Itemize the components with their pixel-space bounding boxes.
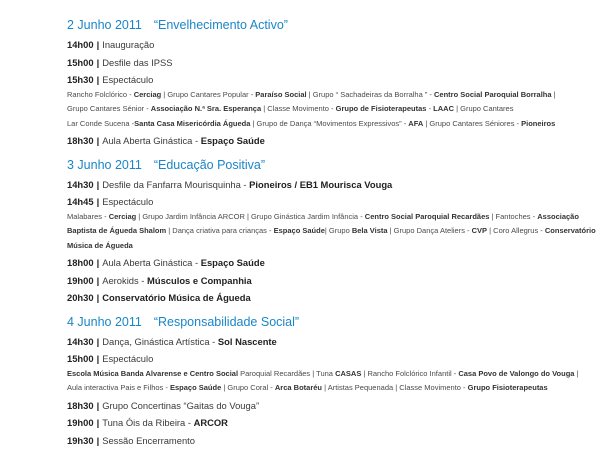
text-segment: Aula interactiva Pais e Filhos -	[67, 383, 170, 392]
organization-name: Escola Música Banda Alvarense e Centro Social	[67, 369, 238, 378]
organization-name: Pioneiros / EB1 Mourisca Vouga	[249, 179, 392, 190]
time-label: 14h30	[67, 336, 94, 347]
schedule-item	[67, 350, 592, 368]
schedule-item	[67, 71, 592, 89]
text-segment: | Classe Movimento -	[261, 104, 335, 113]
text-segment: | Fantoches -	[489, 212, 537, 221]
schedule-item	[67, 333, 592, 351]
schedule-item	[67, 193, 592, 211]
schedule-item	[67, 272, 592, 290]
organization-name: Bela Vista	[352, 226, 388, 235]
schedule-item	[67, 132, 592, 150]
separator: |	[97, 74, 100, 85]
text-segment: Desfile das IPSS	[102, 57, 172, 68]
performers-line	[67, 225, 592, 238]
text-segment: |	[574, 369, 578, 378]
text-segment: Sessão Encerramento	[102, 435, 195, 446]
day-date: 2 Junho 2011	[67, 18, 142, 32]
time-label: 19h00	[67, 275, 94, 286]
day-header	[67, 16, 592, 34]
organization-name: Centro Social Paroquial Recardães	[365, 212, 490, 221]
text-segment: Dança, Ginástica Artística -	[102, 336, 218, 347]
time-label: 19h00	[67, 417, 94, 428]
text-segment: Aula Aberta Ginástica -	[102, 135, 201, 146]
organization-name: ARCOR	[194, 417, 228, 428]
organization-name: Santa Casa Misericórdia Águeda	[134, 119, 250, 128]
performers-line	[67, 89, 592, 102]
text-segment: | Dança criativa para crianças -	[166, 226, 273, 235]
organization-name: Sol Nascente	[218, 336, 277, 347]
day-section	[0, 313, 600, 449]
text-segment: |	[552, 90, 556, 99]
separator: |	[97, 292, 100, 303]
time-label: 20h30	[67, 292, 94, 303]
separator: |	[97, 179, 100, 190]
text-segment: | Grupo Cantares Séniores -	[423, 119, 521, 128]
text-segment: | Grupo Coral -	[221, 383, 275, 392]
text-segment: | Rancho Folclórico Infantil -	[361, 369, 458, 378]
text-segment: | Grupo	[325, 226, 352, 235]
text-segment: Espectáculo	[102, 353, 153, 364]
time-label: 14h30	[67, 179, 94, 190]
schedule-item	[67, 254, 592, 272]
performers-line	[67, 368, 592, 381]
text-segment: | Grupo Dança Ateliers -	[388, 226, 472, 235]
performers-line	[67, 118, 592, 131]
organization-name: CASAS	[335, 369, 361, 378]
schedule-item	[67, 36, 592, 54]
performers-line	[67, 211, 592, 224]
day-theme: “Envelhecimento Activo”	[154, 18, 288, 32]
day-section	[0, 16, 600, 150]
separator: |	[97, 39, 100, 50]
organization-name: AFA	[408, 119, 423, 128]
text-segment: Malabares -	[67, 212, 109, 221]
schedule-item	[67, 432, 592, 449]
text-segment: Espectáculo	[102, 74, 153, 85]
text-segment: Aerokids -	[102, 275, 147, 286]
separator: |	[97, 135, 100, 146]
organization-name: Espaço Saúde	[201, 135, 265, 146]
text-segment: -	[426, 104, 433, 113]
text-segment: Aula Aberta Ginástica -	[102, 257, 201, 268]
text-segment: Grupo Cantares Sénior -	[67, 104, 151, 113]
separator: |	[97, 400, 100, 411]
separator: |	[97, 435, 100, 446]
separator: |	[97, 336, 100, 347]
performers-line	[67, 382, 592, 395]
day-date: 4 Junho 2011	[67, 315, 142, 329]
separator: |	[97, 57, 100, 68]
organization-name: Casa Povo de Valongo do Vouga	[458, 369, 574, 378]
organization-name: Músculos e Companhia	[147, 275, 252, 286]
separator: |	[97, 196, 100, 207]
day-date: 3 Junho 2011	[67, 158, 142, 172]
separator: |	[97, 257, 100, 268]
time-label: 18h00	[67, 257, 94, 268]
organization-name: Música de Águeda	[67, 241, 133, 250]
time-label: 15h30	[67, 74, 94, 85]
schedule-item	[67, 54, 592, 72]
organization-name: Associação N.ª Sra. Esperança	[151, 104, 261, 113]
organization-name: Centro Social Paroquial Borralha	[434, 90, 552, 99]
text-segment: Inauguração	[102, 39, 154, 50]
text-segment: Tuna Óis da Ribeira -	[102, 417, 193, 428]
separator: |	[97, 353, 100, 364]
text-segment: Desfile da Fanfarra Mourisquinha -	[102, 179, 249, 190]
organization-name: Associação	[537, 212, 579, 221]
organization-name: Conservatório	[545, 226, 596, 235]
time-label: 15h00	[67, 57, 94, 68]
text-segment: | Coro Allegrus -	[487, 226, 545, 235]
text-segment: Grupo Concertinas “Gaitas do Vouga”	[102, 400, 259, 411]
performers-line	[67, 103, 592, 116]
organization-name: Cerciag	[134, 90, 162, 99]
organization-name: Espaço Saúde	[201, 257, 265, 268]
time-label: 18h30	[67, 135, 94, 146]
day-theme: “Educação Positiva”	[154, 158, 265, 172]
time-label: 14h45	[67, 196, 94, 207]
schedule-item	[67, 414, 592, 432]
organization-name: Grupo de Fisioterapeutas	[336, 104, 427, 113]
text-segment: | Grupo Cantares	[454, 104, 513, 113]
text-segment: | Grupo “ Sachadeiras da Borralha ” -	[307, 90, 434, 99]
text-segment: | Grupo Cantares Popular -	[161, 90, 255, 99]
organization-name: Paraíso Social	[255, 90, 306, 99]
performers-line	[67, 240, 592, 253]
text-segment: | Grupo de Dança “Movimentos Expressivos” -	[250, 119, 408, 128]
schedule-item	[67, 289, 592, 307]
text-segment: | Artistas Pequenada | Classe Movimento -	[322, 383, 468, 392]
organization-name: Espaço Saúde	[274, 226, 325, 235]
time-label: 19h30	[67, 435, 94, 446]
day-section	[0, 156, 600, 307]
time-label: 14h00	[67, 39, 94, 50]
text-segment: Paroquial Recardães | Tuna	[238, 369, 335, 378]
day-header	[67, 313, 592, 331]
separator: |	[97, 275, 100, 286]
time-label: 18h30	[67, 400, 94, 411]
day-theme: “Responsabilidade Social”	[154, 315, 299, 329]
organization-name: LAAC	[433, 104, 454, 113]
organization-name: Arca Botaréu	[275, 383, 322, 392]
organization-name: Conservatório Música de Águeda	[102, 292, 250, 303]
organization-name: Baptista de Águeda Shalom	[67, 226, 166, 235]
organization-name: Grupo Fisioterapeutas	[468, 383, 548, 392]
organization-name: Espaço Saúde	[170, 383, 221, 392]
text-segment: Lar Conde Sucena -	[67, 119, 134, 128]
separator: |	[97, 417, 100, 428]
day-header	[67, 156, 592, 174]
text-segment: Rancho Folclórico -	[67, 90, 134, 99]
organization-name: CVP	[472, 226, 487, 235]
text-segment: | Grupo Jardim Infância ARCOR | Grupo Ginástica Jardim Infância -	[136, 212, 365, 221]
organization-name: Cerciag	[109, 212, 137, 221]
schedule-item	[67, 176, 592, 194]
schedule-item	[67, 397, 592, 415]
time-label: 15h00	[67, 353, 94, 364]
text-segment: Espectáculo	[102, 196, 153, 207]
organization-name: Pioneiros	[521, 119, 555, 128]
